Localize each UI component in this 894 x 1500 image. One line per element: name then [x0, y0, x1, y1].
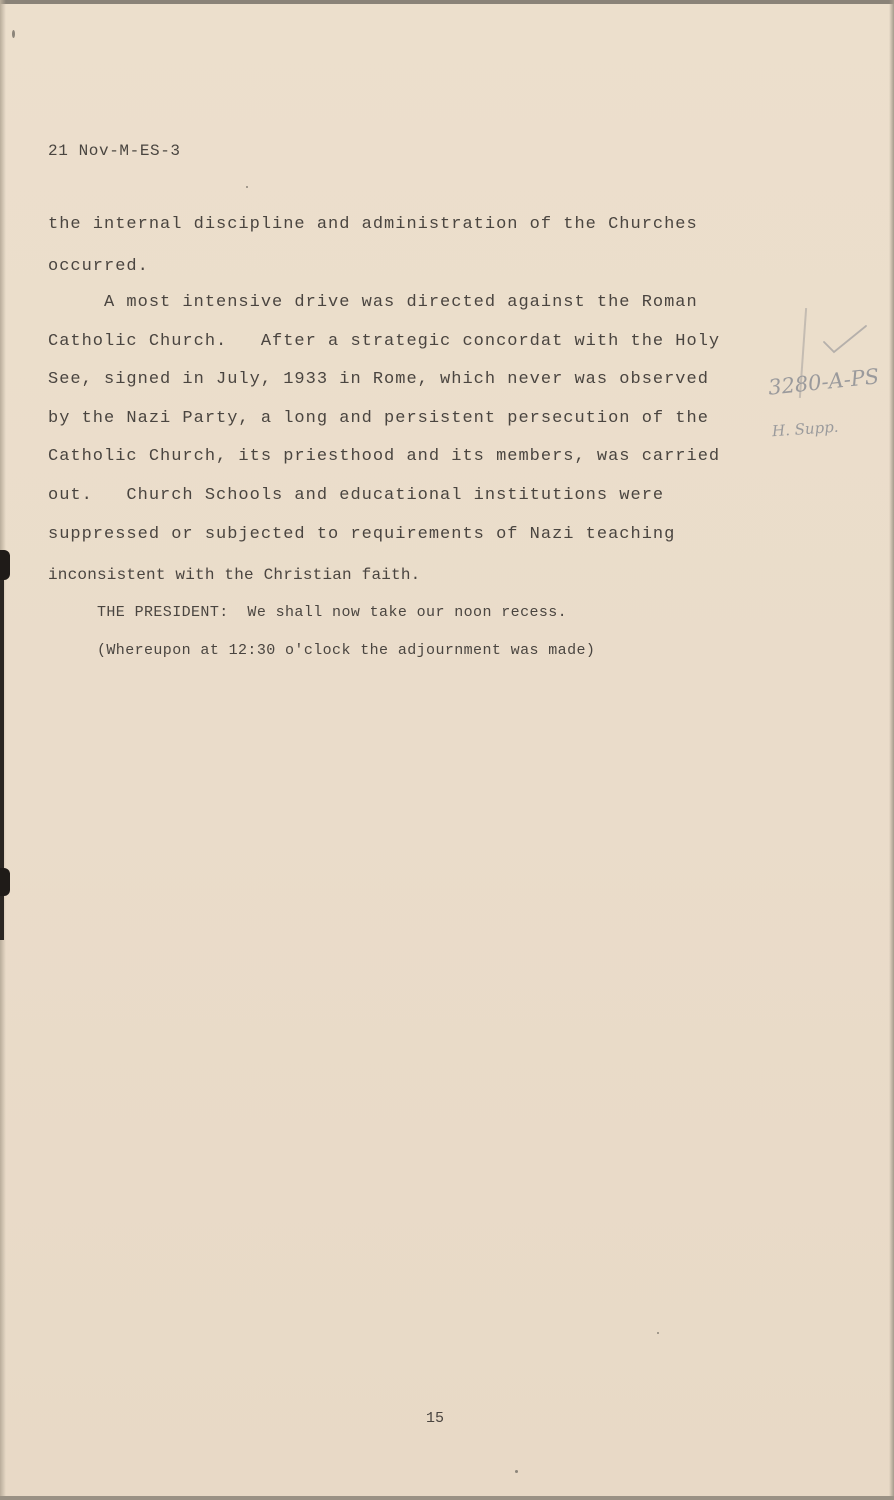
- president-statement: THE PRESIDENT: We shall now take our noon recess.: [97, 604, 568, 621]
- body-line: suppressed or subjected to requirements of Nazi teaching: [48, 525, 676, 544]
- body-line: occurred.: [48, 257, 149, 276]
- body-line: the internal discipline and administration of the Churches: [48, 215, 698, 234]
- body-line: inconsistent with the Christian faith.: [48, 566, 421, 584]
- page-edge-bottom: [0, 1496, 894, 1500]
- binding-hole-mark: [0, 550, 10, 580]
- ink-speck: [246, 186, 248, 188]
- body-line: See, signed in July, 1933 in Rome, which never was observed: [48, 370, 709, 389]
- body-line: Catholic Church. After a strategic concordat with the Holy: [48, 332, 721, 351]
- check-mark-icon: [820, 322, 870, 358]
- page-edge-right: [889, 0, 894, 1500]
- ink-speck: [657, 1332, 659, 1334]
- binding-hole-mark: [0, 868, 10, 896]
- page-number: 15: [426, 1410, 445, 1427]
- body-line: A most intensive drive was directed against the Roman: [48, 293, 698, 312]
- body-line: out. Church Schools and educational institutions were: [48, 486, 665, 505]
- ink-speck: [515, 1470, 518, 1473]
- margin-note: H. Supp.: [771, 417, 840, 441]
- body-line: by the Nazi Party, a long and persistent persecution of the: [48, 409, 709, 428]
- body-line: Catholic Church, its priesthood and its members, was carried: [48, 447, 721, 466]
- ink-speck: [12, 30, 15, 38]
- margin-document-number: 3280-A-PS: [767, 364, 881, 400]
- recess-note: (Whereupon at 12:30 o'clock the adjournment was made): [97, 642, 596, 659]
- page-edge-top: [0, 0, 894, 4]
- document-reference-header: 21 Nov-M-ES-3: [48, 142, 181, 160]
